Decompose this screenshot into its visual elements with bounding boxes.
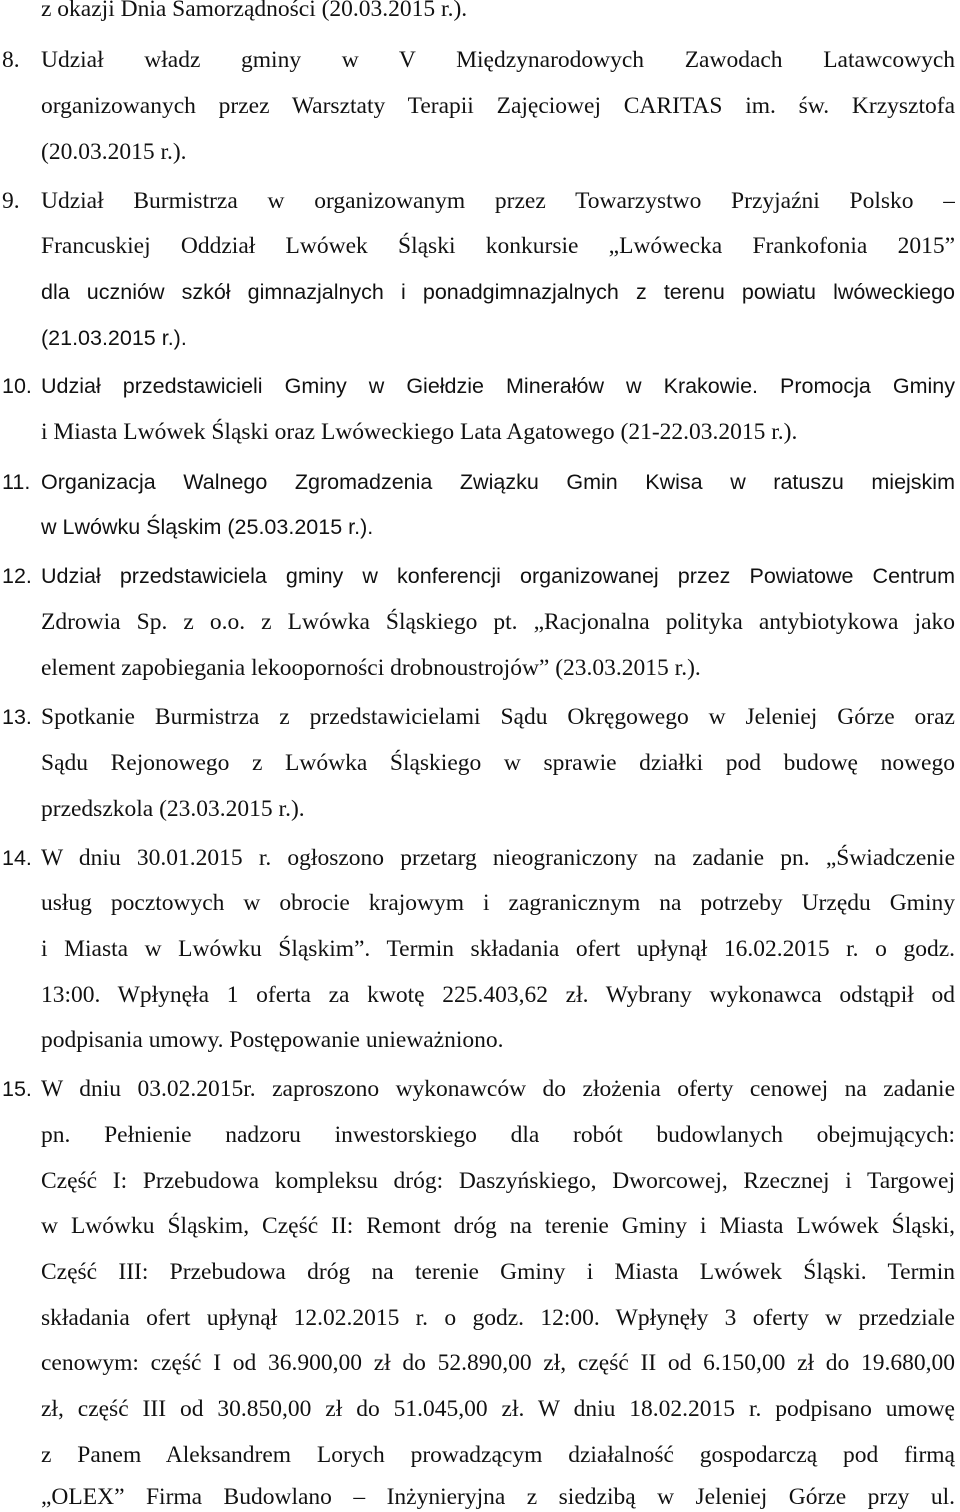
list-item-number: 15. [2, 1077, 32, 1101]
list-item-number: 9. [2, 188, 20, 214]
text-line: Udział przedstawicieli Gminy w Giełdzie Minerałów w Krakowie. Promocja Gminy [41, 374, 955, 398]
text-line: (21.03.2015 r.). [41, 326, 187, 350]
text-line: Organizacja Walnego Zgromadzenia Związku Gmin Kwisa w ratuszu miejskim [41, 470, 955, 494]
text-line: Francuskiej Oddział Lwówek Śląski konkursie „Lwówecka Frankofonia 2015” [41, 233, 955, 259]
text-line: pn. Pełnienie nadzoru inwestorskiego dla robót budowlanych obejmujących: [41, 1122, 955, 1148]
text-line: Część III: Przebudowa dróg na terenie Gminy i Miasta Lwówek Śląski. Termin [41, 1259, 955, 1285]
text-line: w Lwówku Śląskim, Część II: Remont dróg na terenie Gminy i Miasta Lwówek Śląski, [41, 1213, 955, 1239]
text-line: dla uczniów szkół gimnazjalnych i ponadgimnazjalnych z terenu powiatu lwóweckiego [41, 280, 955, 304]
list-item-number: 13. [2, 705, 32, 729]
text-line: usług pocztowych w obrocie krajowym i zagranicznym na potrzeby Urzędu Gminy [41, 890, 955, 916]
list-item-number: 12. [2, 564, 32, 588]
text-line: Udział przedstawiciela gminy w konferencji organizowanej przez Powiatowe Centrum [41, 564, 955, 588]
text-line: przedszkola (23.03.2015 r.). [41, 796, 305, 822]
list-item-number: 14. [2, 846, 32, 870]
text-line: Część I: Przebudowa kompleksu dróg: Daszyńskiego, Dworcowej, Rzecznej i Targowej [41, 1168, 955, 1194]
text-line: element zapobiegania lekooporności drobnoustrojów” (23.03.2015 r.). [41, 655, 701, 681]
text-line: w Lwówku Śląskim (25.03.2015 r.). [41, 515, 374, 539]
text-line: z okazji Dnia Samorządności (20.03.2015 r.). [41, 0, 468, 22]
text-line: z Panem Aleksandrem Lorych prowadzącym działalność gospodarczą pod firmą [41, 1442, 955, 1468]
text-line: składania ofert upłynął 12.02.2015 r. o godz. 12:00. Wpłynęły 3 oferty w przedziale [41, 1305, 955, 1331]
text-line: „OLEX” Firma Budowlano – Inżynieryjna z siedzibą w Jeleniej Górze przy ul. [41, 1484, 955, 1510]
text-line: W dniu 30.01.2015 r. ogłoszono przetarg nieograniczony na zadanie pn. „Świadczenie [41, 845, 955, 871]
text-line: organizowanych przez Warsztaty Terapii Zajęciowej CARITAS im. św. Krzysztofa [41, 93, 955, 119]
list-item-number: 8. [2, 47, 20, 73]
list-item-number: 11. [2, 470, 31, 494]
text-line: i Miasta w Lwówku Śląskim”. Termin składania ofert upłynął 16.02.2015 r. o godz. [41, 936, 955, 962]
list-item-number: 10. [2, 374, 32, 398]
text-line: Spotkanie Burmistrza z przedstawicielami Sądu Okręgowego w Jeleniej Górze oraz [41, 704, 955, 730]
text-line: W dniu 03.02.2015r. zaproszono wykonawców do złożenia oferty cenowej na zadanie [41, 1076, 955, 1102]
text-line: cenowym: część I od 36.900,00 zł do 52.890,00 zł, część II od 6.150,00 zł do 19.680,00 [41, 1350, 955, 1376]
text-line: Udział Burmistrza w organizowanym przez Towarzystwo Przyjaźni Polsko – [41, 188, 955, 214]
text-line: Sądu Rejonowego z Lwówka Śląskiego w sprawie działki pod budowę nowego [41, 750, 955, 776]
text-line: Zdrowia Sp. z o.o. z Lwówka Śląskiego pt. „Racjonalna polityka antybiotykowa jako [41, 609, 955, 635]
text-line: (20.03.2015 r.). [41, 139, 187, 165]
text-line: 13:00. Wpłynęła 1 oferta za kwotę 225.403,62 zł. Wybrany wykonawca odstąpił od [41, 982, 955, 1008]
text-line: Udział władz gminy w V Międzynarodowych Zawodach Latawcowych [41, 47, 955, 73]
text-line: podpisania umowy. Postępowanie unieważniono. [41, 1027, 504, 1053]
text-line: i Miasta Lwówek Śląski oraz Lwóweckiego Lata Agatowego (21-22.03.2015 r.). [41, 419, 798, 445]
text-line: zł, część III od 30.850,00 zł do 51.045,00 zł. W dniu 18.02.2015 r. podpisano umowę [41, 1396, 955, 1422]
